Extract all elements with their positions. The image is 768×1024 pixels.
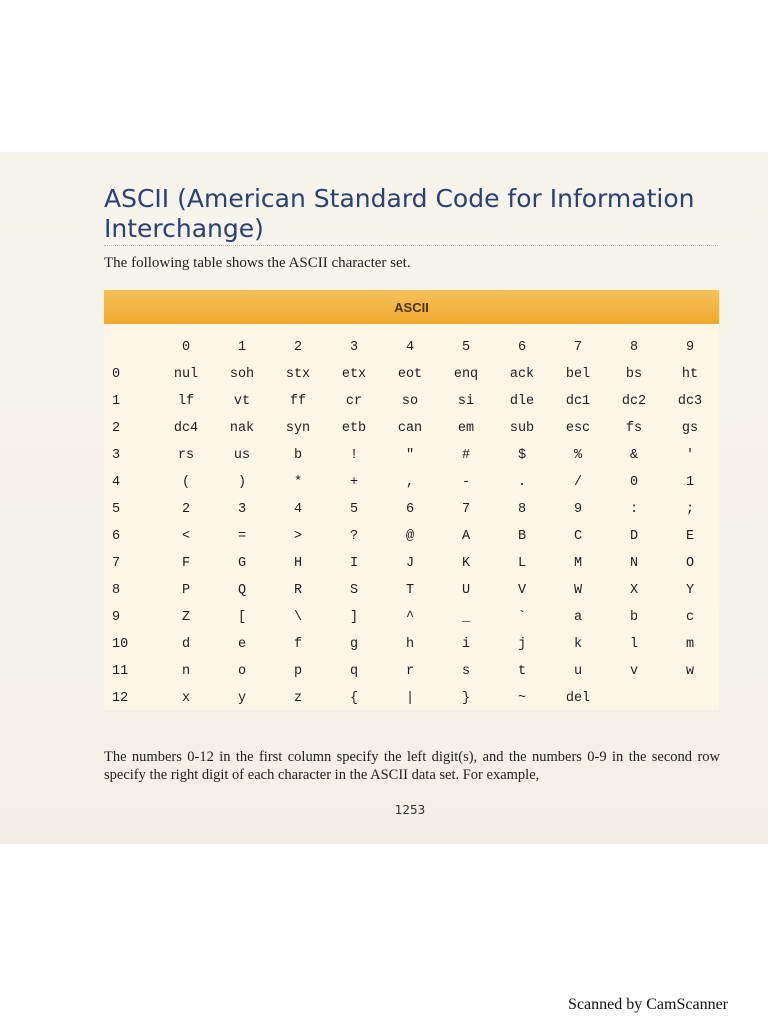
table-cell: = [237, 529, 247, 544]
table-row [104, 635, 719, 662]
explanation-paragraph: The numbers 0-12 in the first column specify the left digit(s), and the numbers 0-9 in the second row specify the right digit of each character in the ASCII data set. For example, [104, 749, 720, 783]
table-cell: N [629, 556, 639, 571]
table-cell: z [293, 691, 303, 706]
ascii-table [104, 290, 719, 710]
row-header: 7 [112, 556, 121, 571]
table-row [104, 608, 719, 635]
table-cell: l [629, 637, 639, 652]
table-row [104, 392, 719, 419]
table-cell: _ [461, 610, 471, 625]
table-cell: g [349, 637, 359, 652]
table-row [104, 446, 719, 473]
table-cell: ? [349, 529, 359, 544]
table-cell: so [401, 394, 419, 409]
table-cell: I [349, 556, 359, 571]
table-cell: j [517, 637, 527, 652]
column-header: 2 [293, 340, 303, 355]
table-cell: ^ [405, 610, 415, 625]
row-header: 3 [112, 448, 121, 463]
table-cell: bs [625, 367, 643, 382]
table-cell: m [685, 637, 695, 652]
table-row [104, 554, 719, 581]
row-header: 0 [112, 367, 121, 382]
table-cell: Q [237, 583, 247, 598]
row-header: 10 [112, 637, 129, 652]
table-cell: f [293, 637, 303, 652]
table-cell: can [397, 421, 423, 436]
table-cell: etx [341, 367, 367, 382]
table-cell: d [181, 637, 191, 652]
table-cell: : [629, 502, 639, 517]
table-cell: ! [349, 448, 359, 463]
table-cell: t [517, 664, 527, 679]
table-cell: L [517, 556, 527, 571]
table-cell: ; [685, 502, 695, 517]
table-cell: a [573, 610, 583, 625]
table-cell: H [293, 556, 303, 571]
table-cell: 7 [461, 502, 471, 517]
table-cell: U [461, 583, 471, 598]
table-cell: dc2 [621, 394, 647, 409]
table-cell: B [517, 529, 527, 544]
table-cell: 6 [405, 502, 415, 517]
table-cell: Z [181, 610, 191, 625]
table-cell: , [405, 475, 415, 490]
table-row [104, 419, 719, 446]
table-cell: O [685, 556, 695, 571]
table-cell: " [405, 448, 415, 463]
table-cell: lf [177, 394, 195, 409]
table-cell: * [293, 475, 303, 490]
table-cell: W [573, 583, 583, 598]
table-cell: esc [565, 421, 591, 436]
table-cell: del [565, 691, 591, 706]
table-cell: 1 [685, 475, 695, 490]
table-cell: 5 [349, 502, 359, 517]
table-cell: ] [349, 610, 359, 625]
table-cell: 2 [181, 502, 191, 517]
table-cell: dc1 [565, 394, 591, 409]
table-cell: Y [685, 583, 695, 598]
table-cell: q [349, 664, 359, 679]
row-header: 2 [112, 421, 121, 436]
table-cell: e [237, 637, 247, 652]
table-cell: 8 [517, 502, 527, 517]
row-header: 12 [112, 691, 129, 706]
row-header: 11 [112, 664, 129, 679]
table-cell: - [461, 475, 471, 490]
table-cell: 9 [573, 502, 583, 517]
table-cell: & [629, 448, 639, 463]
table-cell: rs [177, 448, 195, 463]
table-cell: + [349, 475, 359, 490]
table-row [104, 689, 719, 716]
table-cell: J [405, 556, 415, 571]
title-divider [104, 245, 718, 246]
table-cell: eot [397, 367, 423, 382]
table-cell: dle [509, 394, 535, 409]
table-cell: vt [233, 394, 251, 409]
table-cell: G [237, 556, 247, 571]
table-cell: v [629, 664, 639, 679]
table-cell: i [461, 637, 471, 652]
table-cell: syn [285, 421, 311, 436]
table-cell: enq [453, 367, 479, 382]
table-cell: u [573, 664, 583, 679]
table-cell: cr [345, 394, 363, 409]
row-header: 5 [112, 502, 121, 517]
table-cell: ` [517, 610, 527, 625]
column-header: 9 [685, 340, 695, 355]
column-header: 3 [349, 340, 359, 355]
table-cell: # [461, 448, 471, 463]
table-row [104, 527, 719, 554]
table-cell: b [293, 448, 303, 463]
table-cell: > [293, 529, 303, 544]
table-cell: \ [293, 610, 303, 625]
table-cell: . [517, 475, 527, 490]
table-cell: dc4 [173, 421, 199, 436]
table-cell: n [181, 664, 191, 679]
table-cell: / [573, 475, 583, 490]
page-title: ASCII (American Standard Code for Information Interchange) [104, 184, 695, 243]
column-header: 6 [517, 340, 527, 355]
table-row [104, 662, 719, 689]
table-cell: | [405, 691, 415, 706]
table-cell: em [457, 421, 475, 436]
table-cell: soh [229, 367, 255, 382]
row-header: 1 [112, 394, 121, 409]
table-cell: etb [341, 421, 367, 436]
table-cell: ' [685, 448, 695, 463]
table-row [104, 473, 719, 500]
table-cell: fs [625, 421, 643, 436]
table-cell: nul [173, 367, 199, 382]
table-row [104, 365, 719, 392]
table-cell: r [405, 664, 415, 679]
table-cell: @ [405, 529, 415, 544]
row-header: 9 [112, 610, 121, 625]
table-cell: ack [509, 367, 535, 382]
column-header: 8 [629, 340, 639, 355]
column-header: 0 [181, 340, 191, 355]
table-cell: D [629, 529, 639, 544]
table-cell: p [293, 664, 303, 679]
table-row [104, 500, 719, 527]
table-cell: A [461, 529, 471, 544]
table-cell: { [349, 691, 359, 706]
table-cell: $ [517, 448, 527, 463]
table-cell: ( [181, 475, 191, 490]
table-cell: ff [289, 394, 307, 409]
table-cell: X [629, 583, 639, 598]
table-cell: C [573, 529, 583, 544]
table-cell: k [573, 637, 583, 652]
column-header: 1 [237, 340, 247, 355]
table-cell: gs [681, 421, 699, 436]
table-cell: ~ [517, 691, 527, 706]
table-cell: us [233, 448, 251, 463]
table-cell: bel [565, 367, 591, 382]
table-cell: 3 [237, 502, 247, 517]
table-cell: h [405, 637, 415, 652]
table-cell: F [181, 556, 191, 571]
row-header: 6 [112, 529, 121, 544]
table-cell: ) [237, 475, 247, 490]
page-number: 1253 [394, 803, 426, 817]
table-cell: < [181, 529, 191, 544]
scanner-watermark: Scanned by CamScanner [568, 996, 728, 1013]
table-cell: si [457, 394, 475, 409]
row-header: 4 [112, 475, 121, 490]
table-header-label: ASCII [394, 299, 429, 315]
table-intro: The following table shows the ASCII character set. [104, 255, 411, 271]
table-cell: b [629, 610, 639, 625]
table-header [104, 290, 719, 324]
table-cell: S [349, 583, 359, 598]
table-cell: w [685, 664, 695, 679]
column-header: 4 [405, 340, 415, 355]
table-cell: 4 [293, 502, 303, 517]
table-cell: dc3 [677, 394, 703, 409]
table-cell: R [293, 583, 303, 598]
table-cell: V [517, 583, 527, 598]
table-cell: M [573, 556, 583, 571]
table-cell: ht [681, 367, 699, 382]
table-cell: s [461, 664, 471, 679]
table-cell: E [685, 529, 695, 544]
table-cell: [ [237, 610, 247, 625]
table-cell: P [181, 583, 191, 598]
ascii-grid [104, 338, 719, 716]
column-header-row [104, 338, 719, 365]
table-cell: sub [509, 421, 535, 436]
table-cell: nak [229, 421, 255, 436]
table-cell: y [237, 691, 247, 706]
table-cell: o [237, 664, 247, 679]
table-row [104, 581, 719, 608]
column-header: 5 [461, 340, 471, 355]
table-cell: } [461, 691, 471, 706]
row-header: 8 [112, 583, 121, 598]
table-cell: 0 [629, 475, 639, 490]
table-cell: T [405, 583, 415, 598]
table-cell: c [685, 610, 695, 625]
table-cell: % [573, 448, 583, 463]
table-cell: stx [285, 367, 311, 382]
table-cell: K [461, 556, 471, 571]
table-cell: x [181, 691, 191, 706]
column-header: 7 [573, 340, 583, 355]
